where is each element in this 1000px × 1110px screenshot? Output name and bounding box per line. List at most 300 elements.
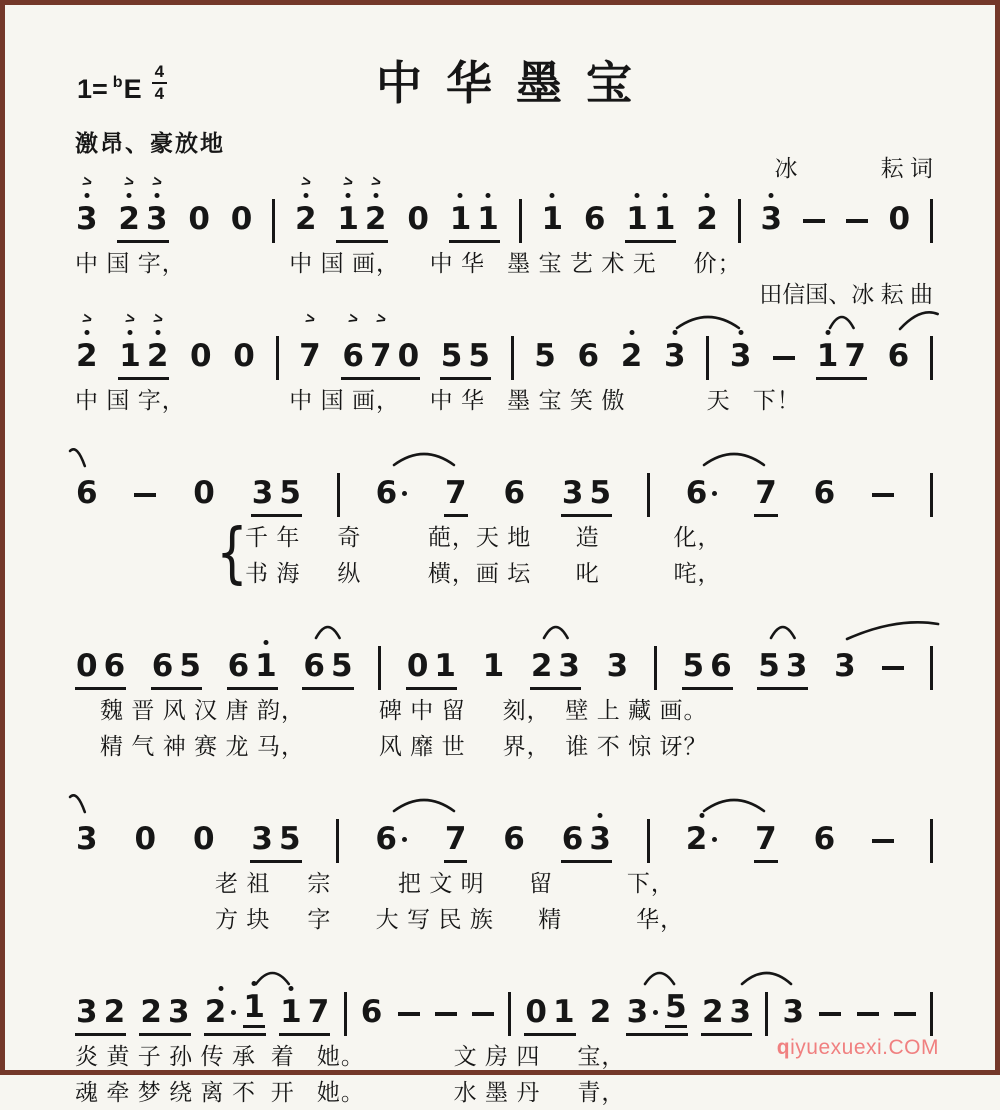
note-digit: 2 [589, 994, 612, 1030]
note [255, 648, 277, 684]
note-digit: 7 [299, 338, 321, 374]
lyric-line: 魂 牵 梦 绕 离 不 开 她。 水 墨 丹 青， [75, 1079, 626, 1105]
slur-arc [702, 792, 766, 816]
note-group [336, 173, 387, 243]
note [146, 310, 169, 374]
note-digit [472, 1012, 494, 1016]
slur-arc [675, 309, 741, 333]
octave-dot-icon [629, 330, 634, 335]
note-digit: 2 [140, 994, 162, 1030]
note-group [682, 648, 733, 690]
note [729, 994, 752, 1030]
note [251, 821, 273, 857]
octave-dot-icon [127, 193, 132, 198]
note-digit: 2 [103, 994, 126, 1030]
note [204, 994, 238, 1030]
note-group [75, 173, 99, 243]
note-digit: 5 [179, 648, 201, 684]
note [785, 648, 808, 684]
note-digit: 0 [406, 648, 429, 684]
augmentation-dot-icon [712, 837, 717, 842]
tie-arc [69, 446, 87, 470]
note-digit: 7 [755, 821, 777, 857]
octave-dot-icon [598, 813, 603, 818]
note [243, 989, 265, 1028]
lyric-line: 书 海 纵 横，画 坛 叱 咤， [245, 560, 722, 586]
rest-note [190, 338, 212, 374]
octave-dot-icon [635, 193, 640, 198]
lyric-line: 中 国 字， 中 国 画， 中 华 墨 宝 艺 术 无 价； [75, 250, 742, 276]
lyric-line: 方 块 字 大 写 民 族 精 华， [215, 906, 685, 932]
note-digit: 3 [834, 648, 856, 684]
note-digit: 1 [243, 989, 265, 1025]
lyric-line: 炎 黄 子 孙 传 承 着 她。 文 房 四 宝， [75, 1043, 626, 1069]
note-digit [398, 1012, 420, 1016]
note-group [133, 821, 157, 863]
note [227, 648, 250, 684]
slur-arc [828, 309, 856, 333]
note-digit: 0 [407, 201, 429, 237]
time-signature-unit: 4 [154, 83, 165, 103]
note-digit: 6 [103, 648, 126, 684]
note-group [893, 1012, 917, 1036]
note-digit: 0 [76, 648, 98, 684]
slur-arc [542, 619, 570, 643]
note-digit: 3 [606, 648, 629, 684]
octave-dot-icon [769, 193, 774, 198]
note-digit: 1 [626, 201, 648, 237]
notation-systems [75, 167, 933, 1110]
notation-line [75, 304, 933, 380]
note-digit: 6 [887, 338, 910, 374]
note-digit: 0 [233, 338, 255, 374]
time-signature-beats: 4 [152, 63, 167, 84]
note-digit: 0 [188, 201, 210, 237]
note-digit [819, 1012, 841, 1016]
system-3 [75, 441, 933, 591]
barline [930, 336, 933, 380]
accent-icon: > [80, 310, 94, 329]
note-digit: 0 [190, 338, 212, 374]
note-digit: 3 [145, 201, 168, 237]
note-digit [435, 1012, 457, 1016]
note-group [802, 219, 826, 243]
sheet-page [5, 5, 995, 1105]
slur-arc [702, 446, 766, 470]
note-digit: 1 [482, 648, 505, 684]
sustain-dash [894, 1012, 916, 1028]
note [360, 994, 383, 1030]
note-group [845, 219, 869, 243]
note [280, 994, 302, 1030]
note-digit: 6 [375, 821, 397, 857]
sustain-dash [819, 1012, 841, 1028]
note [663, 338, 686, 374]
note-digit: 5 [468, 338, 490, 374]
note-group [663, 338, 687, 380]
note-group [75, 821, 99, 863]
composer-credit: 田信国、冰 耘 曲 [759, 281, 933, 307]
note-digit [872, 839, 894, 843]
note [685, 821, 719, 857]
note-group [279, 994, 330, 1036]
octave-dot-icon [705, 193, 710, 198]
note-digit: 0 [192, 821, 215, 857]
rest-note [193, 475, 215, 511]
lyrics-block [75, 382, 933, 418]
note-digit: 5 [665, 989, 687, 1025]
octave-dot-icon [373, 193, 378, 198]
notation-line [75, 960, 933, 1036]
note [303, 648, 325, 684]
note [665, 989, 687, 1028]
note-group [302, 648, 353, 690]
note [119, 310, 141, 374]
note-digit: 5 [682, 648, 705, 684]
slur-arc [740, 965, 793, 989]
lyrics-block [75, 692, 933, 764]
note [440, 338, 463, 374]
note-digit: 3 [76, 821, 98, 857]
note-group [189, 338, 213, 380]
note [710, 648, 732, 684]
barline [930, 646, 933, 690]
note [151, 648, 174, 684]
barline [344, 992, 347, 1036]
barline [654, 646, 657, 690]
note-group [626, 989, 688, 1036]
note-digit: 1 [477, 201, 499, 237]
note-group [685, 475, 720, 517]
slur-arc [314, 619, 342, 643]
barline [765, 992, 768, 1036]
note-digit: 1 [449, 201, 472, 237]
rest-note [233, 338, 255, 374]
note-group [701, 994, 752, 1036]
note-group [397, 1012, 421, 1036]
note [620, 338, 643, 374]
note-digit: 2 [530, 648, 553, 684]
note-digit: 3 [663, 338, 686, 374]
system-4 [75, 614, 933, 764]
note-digit: 3 [729, 338, 752, 374]
note-group [251, 475, 302, 517]
flat-sign-icon: b [112, 73, 123, 91]
note-group [540, 201, 564, 243]
rest-note [406, 648, 429, 684]
octave-dot-icon [458, 193, 463, 198]
note-digit [803, 219, 825, 223]
note-digit [857, 1012, 879, 1016]
note-group [833, 648, 857, 690]
note [294, 173, 317, 237]
note [76, 994, 98, 1030]
tempo-marking: 激昂、豪放地 [75, 130, 225, 156]
barline [647, 819, 650, 863]
note [589, 821, 611, 857]
note-group [533, 338, 557, 380]
note [561, 475, 584, 511]
note-digit [882, 666, 904, 670]
note [589, 475, 612, 511]
note-digit: 3 [558, 648, 580, 684]
note-group [375, 475, 410, 517]
note-group [729, 338, 753, 380]
note [813, 821, 836, 857]
note-digit: 2 [146, 338, 169, 374]
accent-icon: > [123, 310, 137, 329]
note-digit: 0 [134, 821, 157, 857]
note [179, 648, 201, 684]
note-group [887, 201, 911, 243]
note-digit: 3 [167, 994, 190, 1030]
note [503, 821, 525, 857]
note [445, 475, 467, 511]
barline [930, 992, 933, 1036]
augmentation-dot-icon [402, 837, 407, 842]
sustain-dash [882, 666, 904, 682]
note [118, 173, 140, 237]
note-group [530, 648, 581, 690]
system-6 [75, 960, 933, 1110]
note [279, 475, 301, 511]
key-prefix: 1= [77, 73, 108, 104]
note-group [818, 1012, 842, 1036]
note-digit: 1 [653, 201, 676, 237]
note [278, 821, 301, 857]
note-group [230, 201, 254, 243]
note-digit: 6 [503, 821, 525, 857]
note-group [577, 338, 601, 380]
note [167, 994, 190, 1030]
note-group [816, 338, 867, 380]
key-signature [77, 63, 167, 103]
accent-icon: > [374, 310, 388, 329]
note-digit: 7 [445, 475, 467, 511]
sustain-dash [803, 219, 825, 235]
note-digit: 2 [696, 201, 718, 237]
sustain-dash [472, 1012, 494, 1028]
note-digit: 1 [541, 201, 564, 237]
note-group [561, 821, 612, 863]
tie-arc [898, 309, 939, 333]
note-group [449, 201, 500, 243]
note-group [151, 648, 202, 690]
note-group [685, 821, 720, 863]
lyric-line: 中 国 字， 中 国 画， 中 华 墨 宝 笑 傲 天 下！ [75, 387, 801, 413]
rest-note [230, 201, 253, 237]
note-group [192, 821, 216, 863]
note-digit: 5 [440, 338, 463, 374]
barline [706, 336, 709, 380]
sustain-dash [846, 219, 868, 235]
note-digit [894, 1012, 916, 1016]
watermark: qiyuexuexi.COM [776, 1036, 939, 1059]
accent-icon: > [122, 173, 136, 192]
note-digit: 2 [204, 994, 227, 1030]
note [758, 648, 780, 684]
system-2 [75, 304, 933, 418]
note-digit: 0 [397, 338, 420, 374]
note [816, 338, 839, 374]
note-digit [773, 356, 795, 360]
note [364, 173, 387, 237]
page-title: 中华墨宝 [376, 57, 656, 109]
octave-dot-icon [346, 193, 351, 198]
octave-dot-icon [155, 330, 160, 335]
note-group [813, 475, 837, 517]
note [342, 310, 364, 374]
note-group [118, 310, 169, 380]
note-digit: 3 [76, 994, 98, 1030]
note [434, 648, 456, 684]
note-digit: 5 [534, 338, 556, 374]
lyric-line: 老 祖 宗 把 文 明 留 下， [215, 870, 675, 896]
note-group [298, 310, 322, 380]
barline [930, 473, 933, 517]
octave-dot-icon [84, 193, 89, 198]
note-digit [846, 219, 868, 223]
accent-icon: > [150, 173, 164, 192]
note-group [250, 821, 301, 863]
note-digit: 5 [279, 475, 301, 511]
note-digit: 6 [375, 475, 398, 511]
note-group [754, 475, 778, 517]
note-group [502, 821, 526, 863]
lyrics-block [75, 865, 933, 937]
note-digit: 5 [758, 648, 780, 684]
note [653, 201, 676, 237]
note [558, 648, 580, 684]
note-digit: 6 [577, 338, 600, 374]
rest-note [134, 821, 157, 857]
note-group [606, 648, 630, 690]
note-group [374, 821, 409, 863]
note-group [871, 839, 895, 863]
note-digit: 3 [589, 821, 611, 857]
note-digit: 6 [303, 648, 325, 684]
note-digit: 2 [701, 994, 724, 1030]
note [561, 821, 584, 857]
note-digit: 2 [620, 338, 643, 374]
note-digit: 0 [230, 201, 253, 237]
octave-dot-icon [486, 193, 491, 198]
slur-arc [254, 965, 291, 989]
note-digit: 0 [888, 201, 911, 237]
sustain-dash [872, 493, 894, 509]
note-group [75, 310, 99, 380]
note [577, 338, 600, 374]
barline [337, 473, 340, 517]
octave-dot-icon [550, 193, 555, 198]
note-digit: 6 [342, 338, 364, 374]
note-digit: 6 [583, 201, 606, 237]
note-digit: 2 [294, 201, 317, 237]
note-digit: 2 [118, 201, 140, 237]
lyric-line: 精 气 神 赛 龙 马， 风 靡 世 界， 谁 不 惊 讶？ [100, 733, 708, 759]
note [530, 648, 553, 684]
note-digit: 6 [710, 648, 732, 684]
note [844, 338, 866, 374]
note-group [187, 201, 211, 243]
note [76, 310, 98, 374]
note [834, 648, 856, 684]
note-digit: 1 [816, 338, 839, 374]
note-digit: 1 [337, 201, 359, 237]
time-signature [152, 63, 167, 103]
accent-icon: > [151, 310, 165, 329]
barline [930, 199, 933, 243]
note-group [561, 475, 612, 517]
note-group [625, 201, 676, 243]
octave-dot-icon [84, 330, 89, 335]
note-group [341, 310, 420, 380]
note-group [695, 201, 719, 243]
note-digit: 6 [561, 821, 584, 857]
octave-dot-icon [128, 330, 133, 335]
note-digit: 3 [785, 648, 808, 684]
rest-note [888, 201, 911, 237]
note-digit: 3 [251, 475, 274, 511]
note-digit: 1 [552, 994, 575, 1030]
note [503, 475, 526, 511]
notation-line [75, 614, 933, 690]
augmentation-dot-icon [653, 1010, 658, 1015]
note-digit: 3 [76, 201, 98, 237]
note-group [813, 821, 837, 863]
note-digit: 5 [278, 821, 301, 857]
note-digit: 7 [444, 821, 467, 857]
note-digit: 2 [685, 821, 708, 857]
note-group [583, 201, 607, 243]
note-group [434, 1012, 458, 1036]
accent-icon: > [299, 173, 313, 192]
note [755, 475, 777, 511]
note [76, 475, 98, 511]
note-digit: 1 [255, 648, 277, 684]
note-group [75, 648, 126, 690]
note-digit: 0 [193, 475, 215, 511]
accent-icon: > [346, 310, 360, 329]
sustain-dash [773, 356, 795, 372]
note [468, 338, 490, 374]
note-digit: 1 [119, 338, 141, 374]
octave-dot-icon [263, 640, 268, 645]
note-digit: 2 [364, 201, 387, 237]
rest-note [397, 338, 420, 374]
note-group [139, 994, 190, 1036]
augmentation-dot-icon [231, 1010, 236, 1015]
sustain-dash [857, 1012, 879, 1028]
note [760, 201, 783, 237]
note [375, 821, 408, 857]
note [606, 648, 629, 684]
accent-icon: > [80, 173, 94, 192]
note [626, 201, 648, 237]
note-group [440, 338, 491, 380]
note-digit [134, 493, 156, 497]
note-group [75, 994, 126, 1036]
note-digit: 1 [280, 994, 302, 1030]
barline [378, 646, 381, 690]
note [299, 310, 321, 374]
note-digit: 6 [685, 475, 708, 511]
note [307, 994, 330, 1030]
note-group [117, 173, 168, 243]
note-group [782, 994, 806, 1036]
note [696, 201, 718, 237]
octave-dot-icon [219, 986, 224, 991]
